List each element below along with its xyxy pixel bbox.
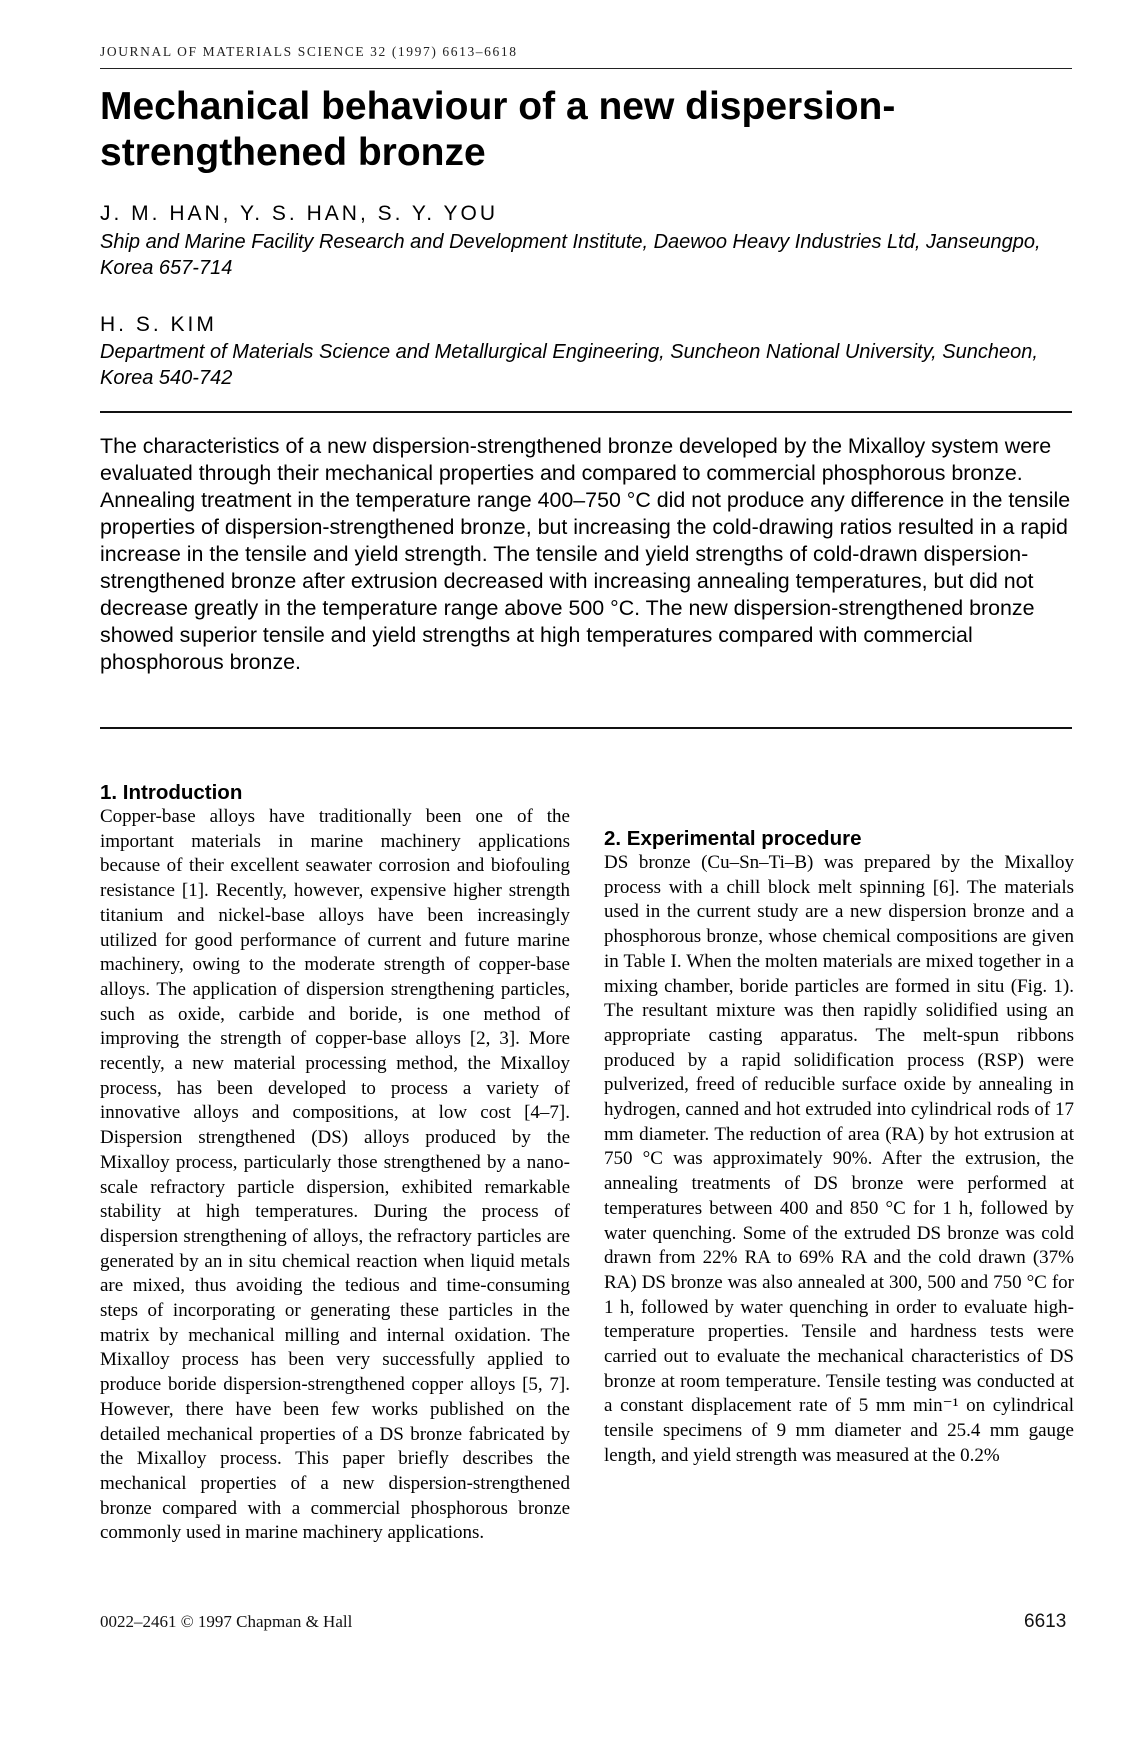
author-group-2: H. S. KIM — [100, 313, 217, 336]
affiliation-2: Department of Materials Science and Metallurgical Engineering, Suncheon National University, Suncheon, Korea 540-742 — [100, 341, 1038, 389]
author-group-1: J. M. HAN, Y. S. HAN, S. Y. YOU — [100, 202, 499, 225]
section-heading-experimental: 2. Experimental procedure — [604, 827, 862, 850]
affiliation-1: Ship and Marine Facility Research and Development Institute, Daewoo Heavy Industries Ltd, Janseungpo, Korea 657-714 — [100, 231, 1041, 279]
page-number: 6613 — [1024, 1611, 1067, 1632]
paper-title: Mechanical behaviour of a new dispersion-strengthened bronze — [100, 85, 896, 174]
footer-issn: 0022–2461 © 1997 Chapman & Hall — [100, 1612, 353, 1631]
abstract-bottom-rule — [100, 727, 1072, 729]
experimental-text: DS bronze (Cu–Sn–Ti–B) was prepared by the Mixalloy process with a chill block melt spinning [6]. The materials used in the current study are a new dispersion bronze and a phosphorous bronze, whose chemical compositions are given in Table I. When the molten materials are mixed together in a mixing chamber, boride particles are formed in situ (Fig. 1). The resultant mixture was then rapidly solidified using an appropriate casting apparatus. The melt-spun ribbons produced by a rapid solidification process (RSP) were pulverized, freed of reducible surface oxide by annealing in hydrogen, canned and hot extruded into cylindrical rods of 17 mm diameter. The reduction of area (RA) by hot extrusion at 750 °C was approximately 90%. After the extrusion, the annealing treatments of DS bronze were performed at temperatures between 400 and 850 °C for 1 h, followed by water quenching. Some of the extruded DS bronze was cold drawn from 22% RA to 69% RA and the cold drawn (37% RA) DS bronze was also annealed at 300, 500 and 750 °C for 1 h, followed by water quenching in order to evaluate high-temperature properties. Tensile and hardness tests were carried out to evaluate the mechanical characteristics of DS bronze at room temperature. Tensile testing was conducted at a constant displacement rate of 5 mm min⁻¹ on cylindrical tensile specimens of 9 mm diameter and 25.4 mm gauge length, and yield strength was measured at the 0.2% — [604, 852, 1074, 1466]
abstract-top-rule — [100, 411, 1072, 413]
abstract: The characteristics of a new dispersion-strengthened bronze developed by the Mixalloy system were evaluated through their mechanical properties and compared to commercial phosphorous bronze. Annealing treatment in the temperature range 400–750 °C did not produce any difference in the tensile properties of dispersion-strengthened bronze, but increasing the cold-drawing ratios resulted in a rapid increase in the tensile and yield strength. The tensile and yield strengths of cold-drawn dispersion-strengthened bronze after extrusion decreased with increasing annealing temperatures, but did not decrease greatly in the temperature range above 500 °C. The new dispersion-strengthened bronze showed superior tensile and yield strengths at high temperatures compared with commercial phosphorous bronze. — [100, 434, 1071, 674]
section-heading-introduction: 1. Introduction — [100, 781, 243, 804]
introduction-text: Copper-base alloys have traditionally been one of the important materials in marine machinery applications because of their excellent seawater corrosion and biofouling resistance [1]. Recently, however, expensive higher strength titanium and nickel-base alloys have been increasingly utilized for good performance of current and future marine machinery, owing to the moderate strength of copper-base alloys. The application of dispersion strengthening particles, such as oxide, carbide and boride, is one method of improving the strength of copper-base alloys [2, 3]. More recently, a new material processing method, the Mixalloy process, has been developed to process a variety of innovative alloys and compositions, at low cost [4–7]. Dispersion strengthened (DS) alloys produced by the Mixalloy process, particularly those strengthened by a nano-scale refractory particle dispersion, exhibited remarkable stability at high temperatures. During the process of dispersion strengthening of alloys, the refractory particles are generated by an in situ chemical reaction when liquid metals are mixed, thus avoiding the tedious and time-consuming steps of incorporating or generating these particles in the matrix by mechanical milling and internal oxidation. The Mixalloy process has been very successfully applied to produce boride dispersion-strengthened copper alloys [5, 7]. However, there have been few works published on the detailed mechanical properties of a DS bronze fabricated by the Mixalloy process. This paper briefly describes the mechanical properties of a new dispersion-strengthened bronze compared with a commercial phosphorous bronze commonly used in marine machinery applications. — [100, 806, 570, 1544]
header-rule — [100, 68, 1072, 69]
journal-header: JOURNAL OF MATERIALS SCIENCE 32 (1997) 6613–6618 — [100, 44, 518, 59]
left-column — [100, 781, 570, 1546]
right-column — [604, 781, 1074, 1469]
